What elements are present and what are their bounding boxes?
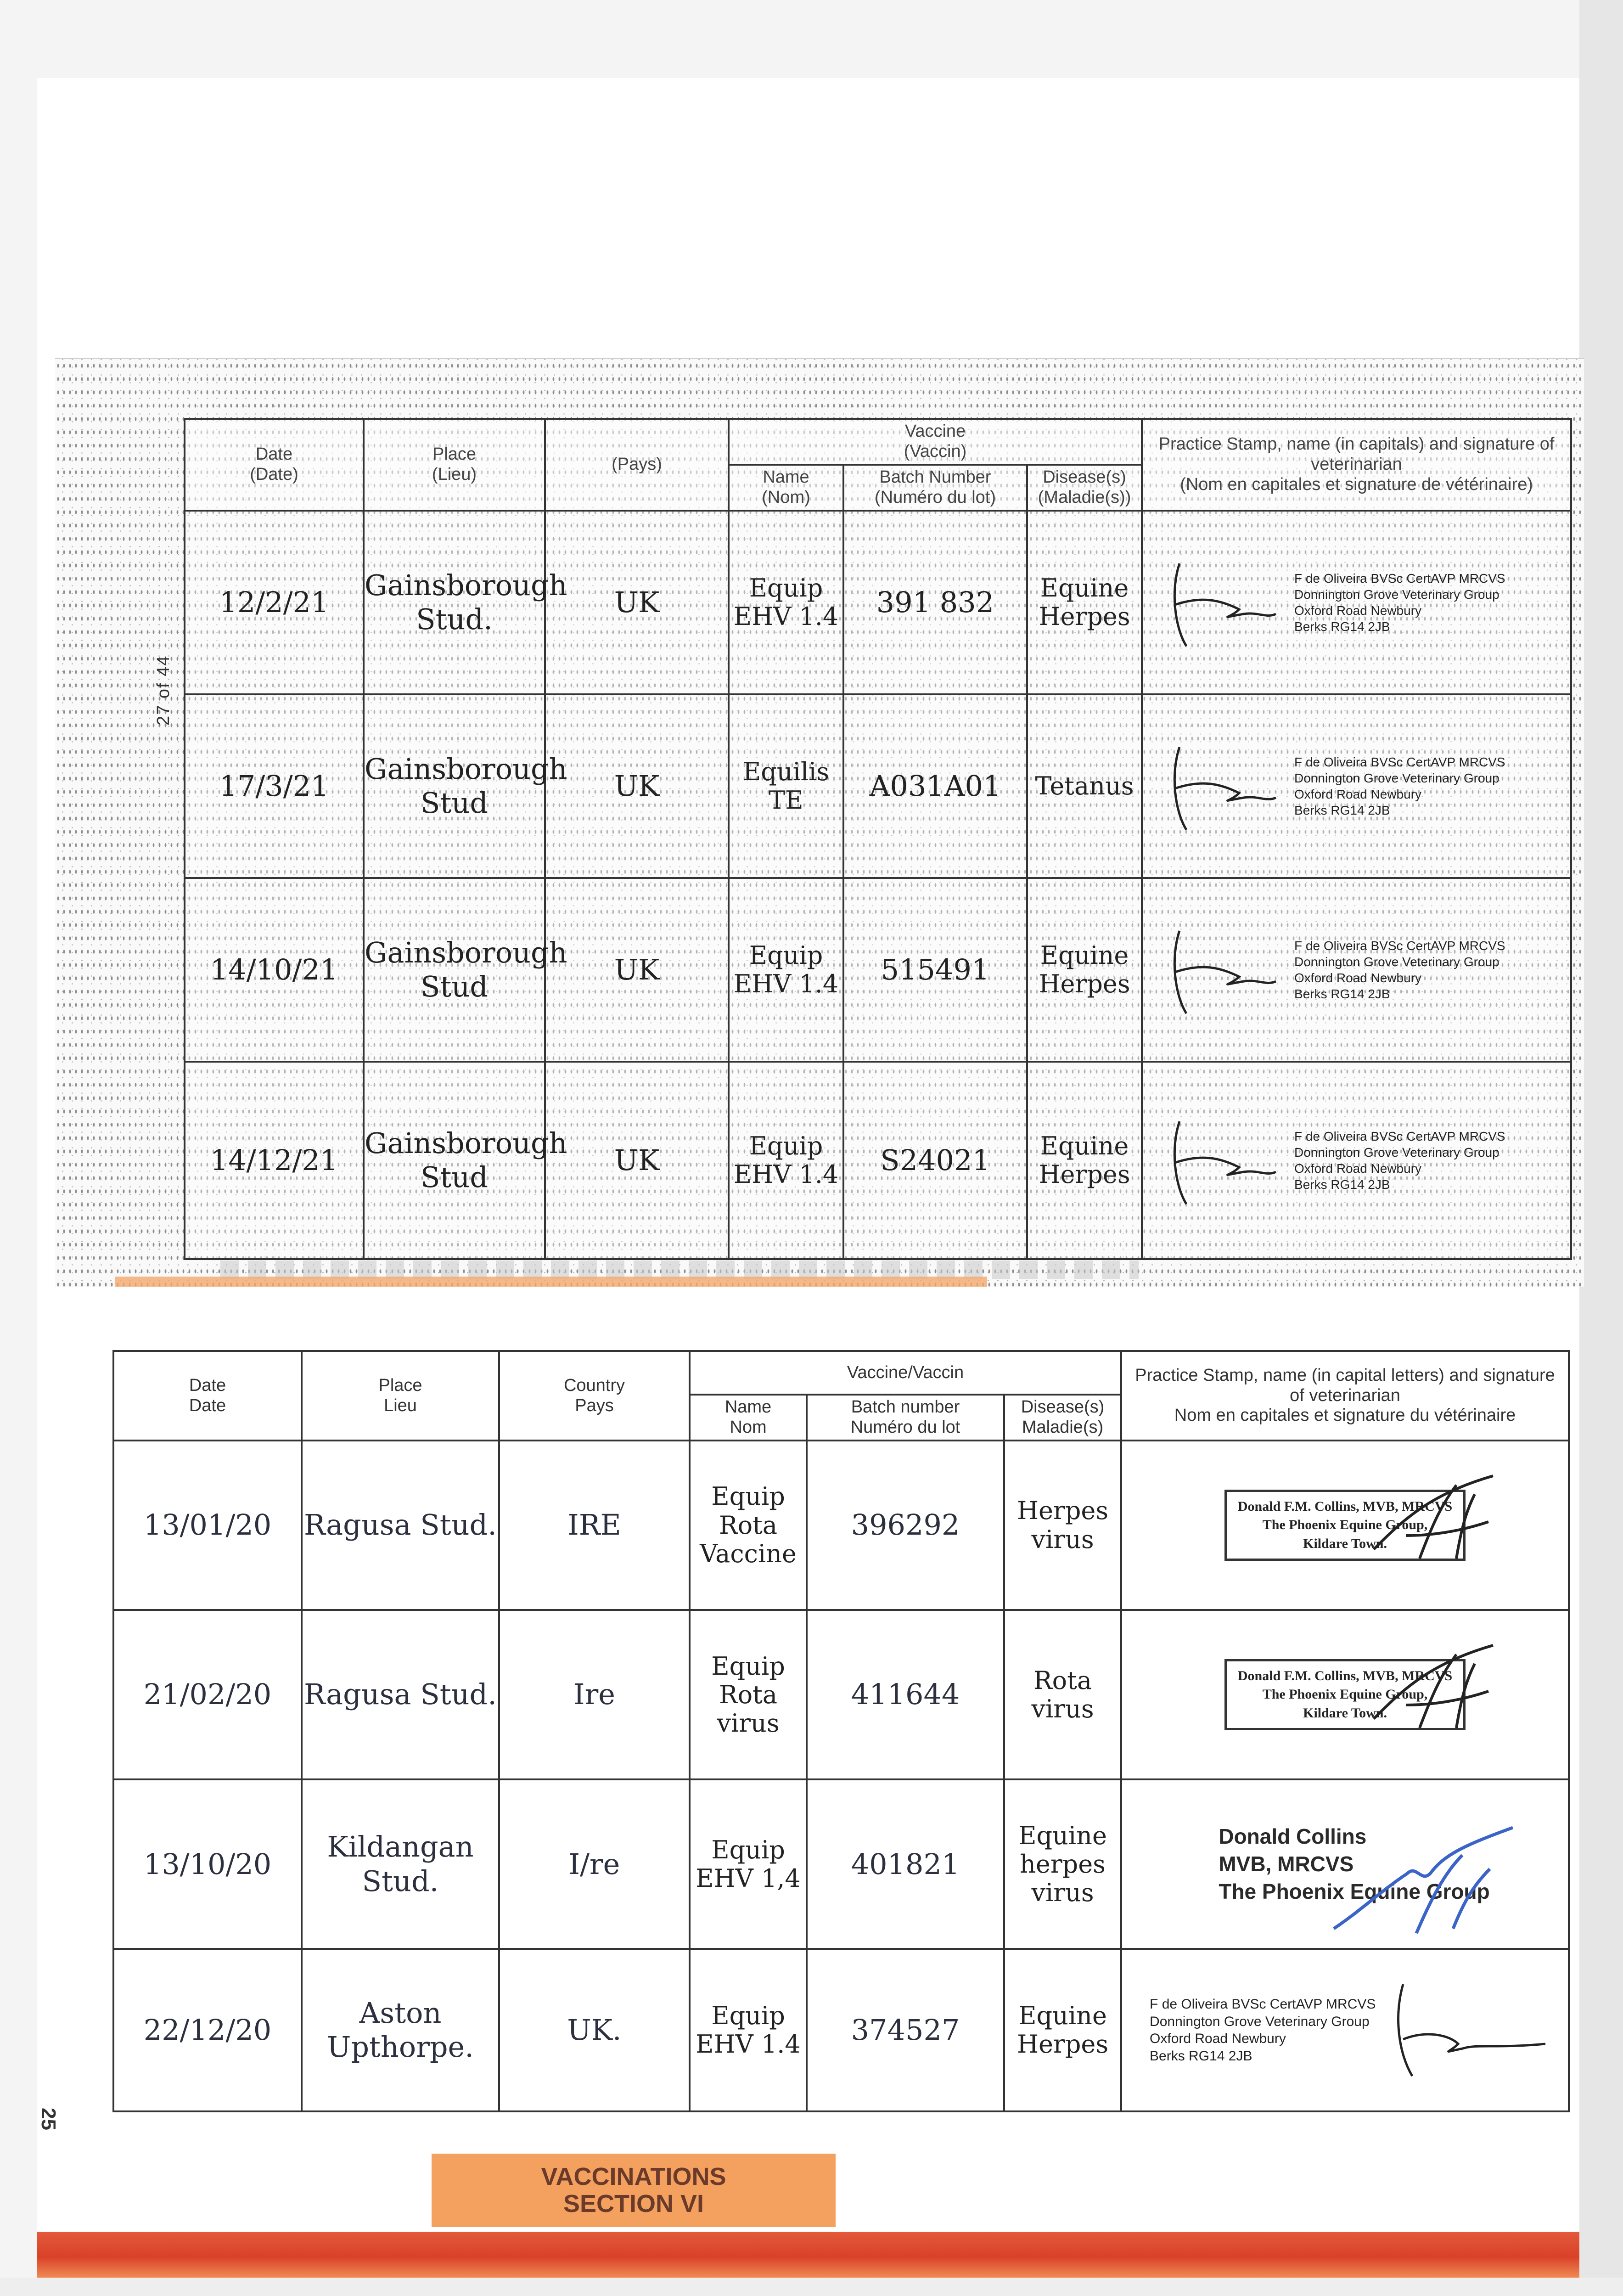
signature-mark: [1161, 733, 1280, 839]
print-header-name: Name Nom: [690, 1395, 807, 1441]
print-place: Aston Upthorpe.: [302, 1949, 499, 2111]
slip-vaccine-name: Equilis TE: [729, 694, 843, 878]
signature-mark: [1385, 1975, 1550, 2085]
slip-header-stamp: Practice Stamp, name (in capitals) and signature of veterinarian (Nom en capitales et signature de vétérinaire): [1142, 419, 1571, 511]
slip-disease: Tetanus: [1027, 694, 1142, 878]
slip-batch: A031A01: [843, 694, 1027, 878]
slip-stamp-cell: [1142, 511, 1571, 694]
slip-header-name: Name (Nom): [729, 465, 843, 511]
vet-stamp: F de Oliveira BVSc CertAVP MRCVS Donnington Grove Veterinary Group Oxford Road Newbury Berks RG14 2JB: [1150, 1997, 1376, 2064]
print-row: [113, 1949, 1569, 2111]
slip-disease: Equine Herpes: [1027, 1062, 1142, 1259]
slip-header-disease: Disease(s) (Maladie(s)): [1027, 465, 1142, 511]
vet-stamp: Donald F.M. Collins, MVB, MRCVS The Phoenix Equine Group, Kildare Town.: [1224, 1659, 1466, 1731]
footer-bar: [37, 2232, 1579, 2278]
print-vaccine-name: Equip EHV 1.4: [690, 1949, 807, 2111]
slip-date: 17/3/21: [185, 694, 364, 878]
print-batch: 374527: [807, 1949, 1004, 2111]
slip-country: UK: [545, 694, 729, 878]
signature-mark: [1161, 917, 1280, 1023]
slip-batch: S24021: [843, 1062, 1027, 1259]
print-row: [113, 1779, 1569, 1949]
slip-header-date: Date (Date): [185, 419, 364, 511]
slip-place: Gainsborough Stud: [364, 694, 545, 878]
vet-stamp: Donald Collins MVB, MRCVS The Phoenix Equine Group: [1219, 1824, 1490, 1903]
print-vaccine-name: Equip Rota virus: [690, 1610, 807, 1779]
print-stamp-cell: [1121, 1949, 1569, 2111]
print-country: IRE: [499, 1441, 690, 1610]
slip-date: 12/2/21: [185, 511, 364, 694]
slip-stamp-cell: [1142, 694, 1571, 878]
slip-row: [185, 1062, 1571, 1259]
print-date: 21/02/20: [113, 1610, 302, 1779]
slip-vaccine-name: Equip EHV 1.4: [729, 511, 843, 694]
orange-strip: [115, 1277, 987, 1287]
slip-stamp-cell: [1142, 878, 1571, 1062]
slip-header-place: Place (Lieu): [364, 419, 545, 511]
print-header-stamp: Practice Stamp, name (in capital letters) and signature of veterinarian Nom en capitales et signature du vétérinaire: [1121, 1351, 1569, 1441]
slip-header-batch: Batch Number (Numéro du lot): [843, 465, 1027, 511]
signature-mark: [1161, 1108, 1280, 1213]
print-date: 13/01/20: [113, 1441, 302, 1610]
slip-country: UK: [545, 878, 729, 1062]
slip-place: Gainsborough Stud.: [364, 511, 545, 694]
slip-vet-stamp: F de Oliveira BVSc CertAVP MRCVS Donnington Grove Veterinary Group Oxford Road Newbury Berks RG14 2JB: [1294, 1129, 1505, 1192]
print-country: I/re: [499, 1779, 690, 1949]
slip-disease: Equine Herpes: [1027, 878, 1142, 1062]
print-header-place: Place Lieu: [302, 1351, 499, 1441]
print-vaccination-table: [112, 1350, 1570, 2112]
print-vaccine-name: Equip Rota Vaccine: [690, 1441, 807, 1610]
print-disease: Equine herpes virus: [1004, 1779, 1121, 1949]
print-country: UK.: [499, 1949, 690, 2111]
slip-country: UK: [545, 1062, 729, 1259]
print-place: Ragusa Stud.: [302, 1610, 499, 1779]
hidden-heading-ghost: [220, 1261, 1139, 1279]
print-place: Ragusa Stud.: [302, 1441, 499, 1610]
print-batch: 411644: [807, 1610, 1004, 1779]
slip-row: [185, 878, 1571, 1062]
print-row: [113, 1441, 1569, 1610]
slip-place: Gainsborough Stud: [364, 878, 545, 1062]
section-label: VACCINATIONS SECTION VI: [432, 2154, 836, 2227]
scan-bottom-edge: [0, 2278, 1623, 2296]
slip-date: 14/10/21: [185, 878, 364, 1062]
print-header-date: Date Date: [113, 1351, 302, 1441]
slip-vet-stamp: F de Oliveira BVSc CertAVP MRCVS Donnington Grove Veterinary Group Oxford Road Newbury Berks RG14 2JB: [1294, 571, 1505, 634]
slip-row: [185, 511, 1571, 694]
slip-date: 14/12/21: [185, 1062, 364, 1259]
slip-header-country: (Pays): [545, 419, 729, 511]
page-number: 25: [37, 2108, 60, 2130]
print-disease: Herpes virus: [1004, 1441, 1121, 1610]
signature-mark: [1161, 550, 1280, 655]
signature-mark: [1325, 1818, 1517, 1938]
slip-batch: 515491: [843, 878, 1027, 1062]
print-disease: Equine Herpes: [1004, 1949, 1121, 2111]
signature-mark: [1365, 1467, 1502, 1568]
print-stamp-cell: [1121, 1779, 1569, 1949]
print-batch: 396292: [807, 1441, 1004, 1610]
slip-vaccine-name: Equip EHV 1.4: [729, 878, 843, 1062]
vet-stamp: Donald F.M. Collins, MVB, MRCVS The Phoenix Equine Group, Kildare Town.: [1224, 1490, 1466, 1561]
slip-disease: Equine Herpes: [1027, 511, 1142, 694]
slip-vet-stamp: F de Oliveira BVSc CertAVP MRCVS Donnington Grove Veterinary Group Oxford Road Newbury Berks RG14 2JB: [1294, 939, 1505, 1001]
print-header-vaccine: Vaccine/Vaccin: [690, 1351, 1121, 1395]
print-date: 13/10/20: [113, 1779, 302, 1949]
print-header-batch: Batch number Numéro du lot: [807, 1395, 1004, 1441]
slip-vaccine-name: Equip EHV 1.4: [729, 1062, 843, 1259]
print-country: Ire: [499, 1610, 690, 1779]
print-stamp-cell: [1121, 1610, 1569, 1779]
slip-row: [185, 694, 1571, 878]
print-header-disease: Disease(s) Maladie(s): [1004, 1395, 1121, 1441]
slip-place: Gainsborough Stud: [364, 1062, 545, 1259]
slip-country: UK: [545, 511, 729, 694]
print-vaccine-name: Equip EHV 1,4: [690, 1779, 807, 1949]
print-date: 22/12/20: [113, 1949, 302, 2111]
print-stamp-cell: [1121, 1441, 1569, 1610]
print-batch: 401821: [807, 1779, 1004, 1949]
slip-header-vaccine: Vaccine (Vaccin): [729, 419, 1142, 465]
slip-batch: 391 832: [843, 511, 1027, 694]
signature-mark: [1365, 1636, 1502, 1737]
print-header-country: Country Pays: [499, 1351, 690, 1441]
slip-side-text: 27 of 44: [154, 655, 173, 726]
print-place: Kildangan Stud.: [302, 1779, 499, 1949]
slip-vaccination-table: [184, 418, 1572, 1260]
slip-vet-stamp: F de Oliveira BVSc CertAVP MRCVS Donnington Grove Veterinary Group Oxford Road Newbury Berks RG14 2JB: [1294, 755, 1505, 817]
scan-edge: [1579, 0, 1623, 2296]
print-disease: Rota virus: [1004, 1610, 1121, 1779]
slip-stamp-cell: [1142, 1062, 1571, 1259]
print-row: [113, 1610, 1569, 1779]
